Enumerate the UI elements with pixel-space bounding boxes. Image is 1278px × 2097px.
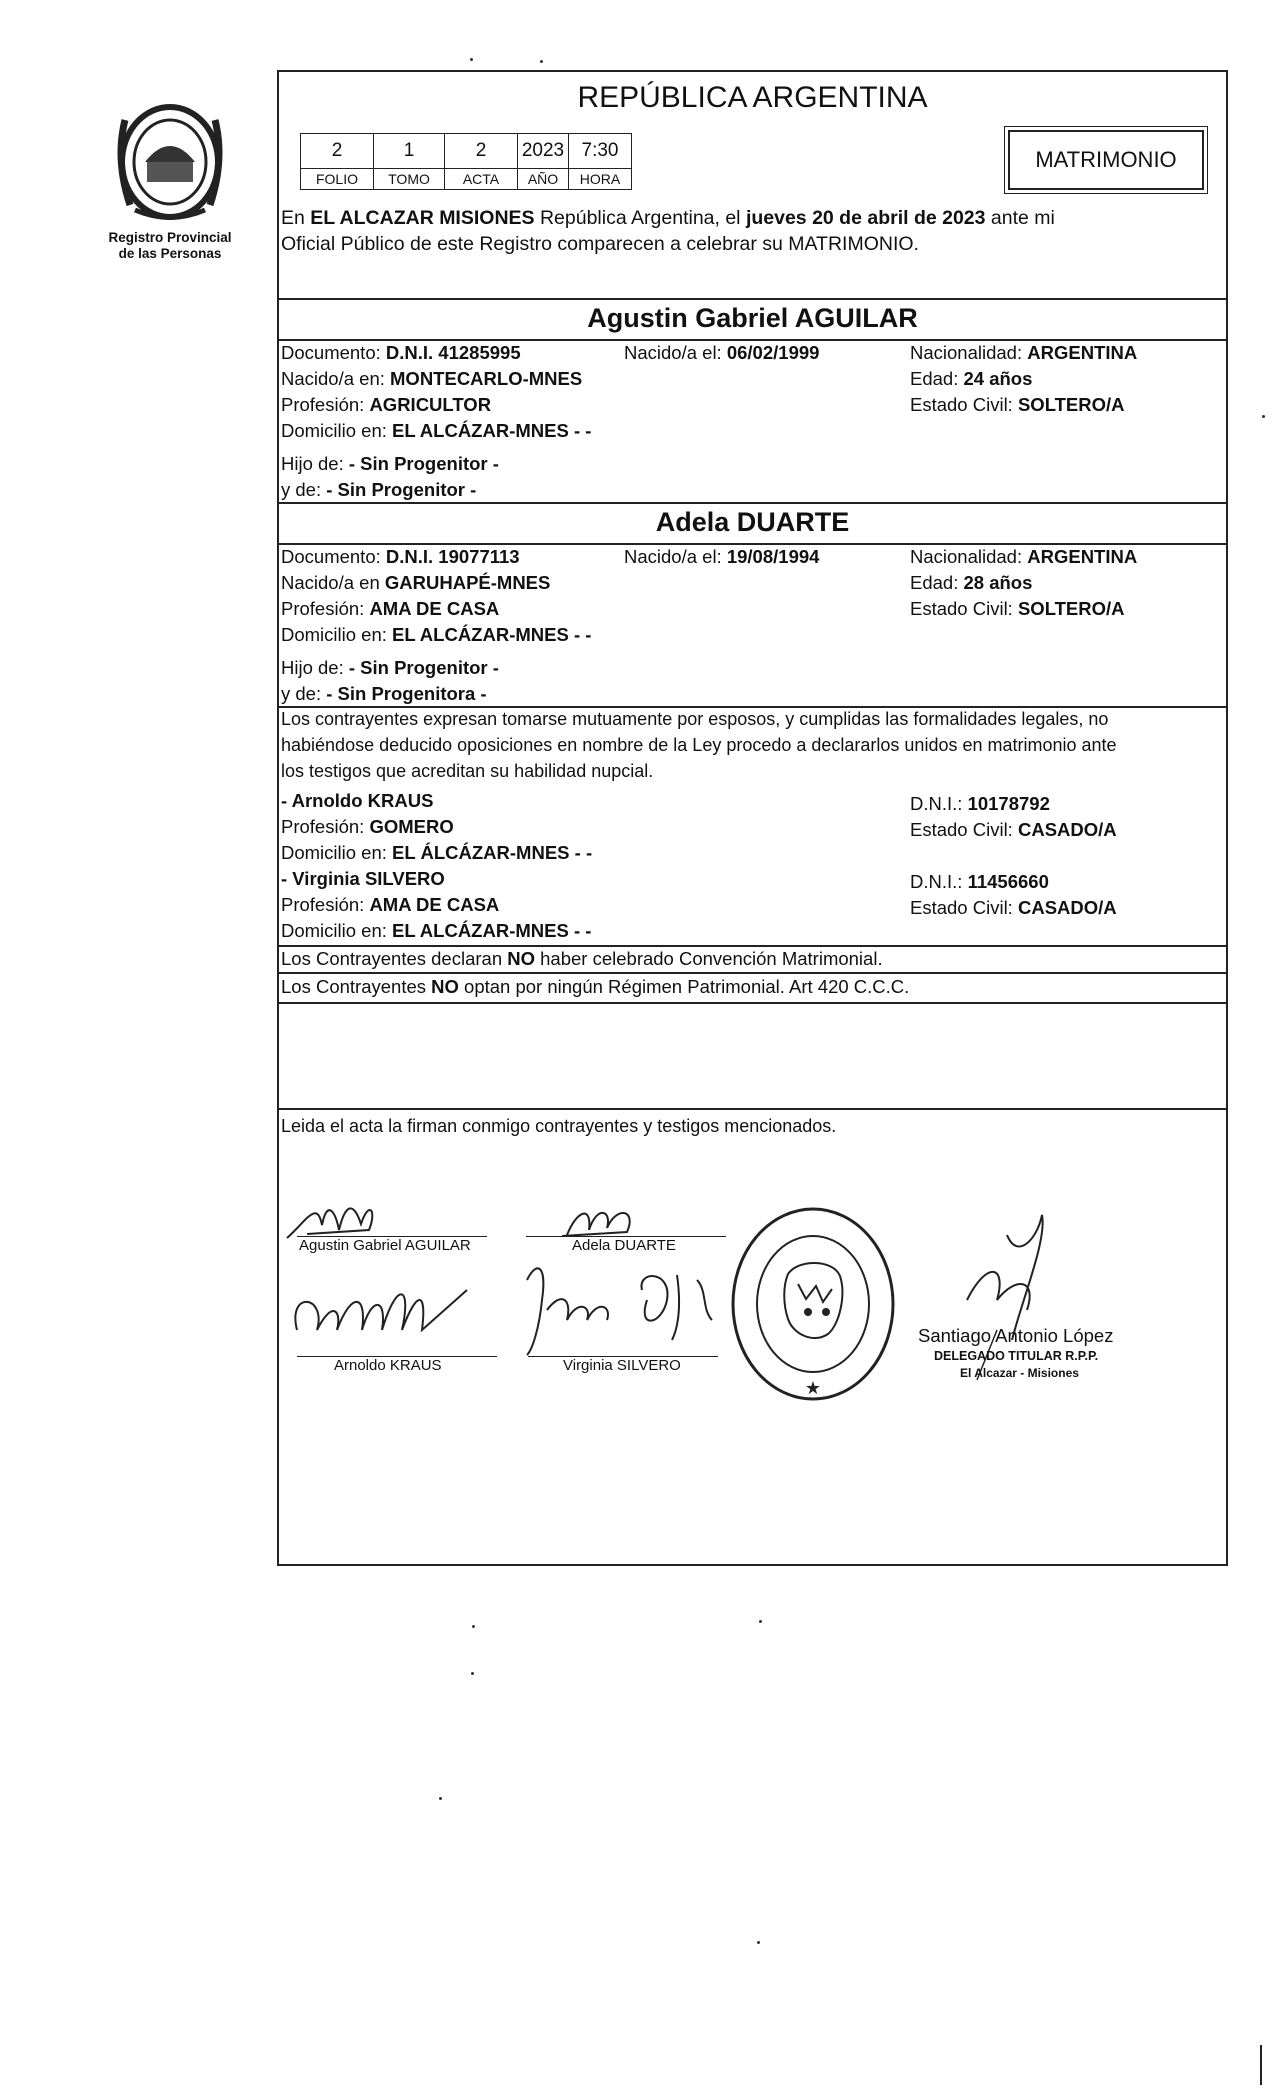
witness-1-civil-status: Estado Civil: CASADO/A: [910, 819, 1117, 840]
groom-birthplace: Nacido/a en: MONTECARLO-MNES: [281, 368, 583, 389]
folio-value: 2: [301, 134, 374, 169]
witness-1-profession: Profesión: GOMERO: [281, 816, 454, 837]
intro-line-2: Oficial Público de este Registro comparecen a celebrar su MATRIMONIO.: [281, 233, 919, 255]
acta-value: 2: [445, 134, 518, 169]
logo-caption-line1: Registro Provincial: [108, 230, 232, 245]
convention-line-2: Los Contrayentes NO optan por ningún Régimen Patrimonial. Art 420 C.C.C.: [281, 976, 910, 997]
groom-signature-label: Agustin Gabriel AGUILAR: [299, 1237, 471, 1254]
witness-2-name: - Virginia SILVERO: [281, 868, 445, 889]
hour-label: HORA: [569, 169, 632, 190]
tomo-label: TOMO: [374, 169, 445, 190]
declaration-line-2: habiéndose deducido oposiciones en nombre de la Ley procedo a declararlos unidos en matrimonio ante: [281, 735, 1117, 755]
officer-place: El Alcazar - Misiones: [960, 1366, 1079, 1380]
bride-parent-2: y de: - Sin Progenitora -: [281, 683, 487, 704]
bride-document: Documento: D.N.I. 19077113: [281, 546, 520, 567]
year-value: 2023: [518, 134, 569, 169]
declaration-line-1: Los contrayentes expresan tomarse mutuamente por esposos, y cumplidas las formalidades legales, no: [281, 709, 1109, 729]
groom-profession: Profesión: AGRICULTOR: [281, 394, 492, 415]
bride-parent-1: Hijo de: - Sin Progenitor -: [281, 657, 499, 678]
groom-domicile: Domicilio en: EL ALCÁZAR-MNES - -: [281, 420, 592, 441]
svg-text:★: ★: [804, 1378, 822, 1398]
year-label: AÑO: [518, 169, 569, 190]
convention-line-1: Los Contrayentes declaran NO haber celebrado Convención Matrimonial.: [281, 948, 883, 969]
witness-1-name: - Arnoldo KRAUS: [281, 790, 434, 811]
bride-domicile: Domicilio en: EL ALCÁZAR-MNES - -: [281, 624, 592, 645]
witness-2-civil-status: Estado Civil: CASADO/A: [910, 897, 1117, 918]
province-seal-logo: [105, 100, 235, 225]
registry-data-table: [300, 133, 632, 190]
declaration-line-3: los testigos que acreditan su habilidad nupcial.: [281, 761, 654, 781]
groom-age: Edad: 24 años: [910, 368, 1033, 389]
witness-2-domicile: Domicilio en: EL ALCÁZAR-MNES - -: [281, 920, 592, 941]
groom-parent-1: Hijo de: - Sin Progenitor -: [281, 453, 499, 474]
bride-age: Edad: 28 años: [910, 572, 1033, 593]
acta-label: ACTA: [445, 169, 518, 190]
intro-line-1: En EL ALCAZAR MISIONES República Argentina, el jueves 20 de abril de 2023 ante mi: [281, 207, 1055, 229]
tomo-value: 1: [374, 134, 445, 169]
witness-1-signature-label: Arnoldo KRAUS: [334, 1357, 442, 1374]
bride-name: Adela DUARTE: [655, 507, 850, 537]
groom-birth-date: Nacido/a el: 06/02/1999: [624, 342, 820, 363]
hour-value: 7:30: [569, 134, 632, 169]
witness-2-profession: Profesión: AMA DE CASA: [281, 894, 500, 915]
witness-1-domicile: Domicilio en: EL ÁLCÁZAR-MNES - -: [281, 842, 593, 863]
officer-title: DELEGADO TITULAR R.P.P.: [934, 1349, 1099, 1363]
groom-civil-status: Estado Civil: SOLTERO/A: [910, 394, 1125, 415]
bride-civil-status: Estado Civil: SOLTERO/A: [910, 598, 1125, 619]
groom-document: Documento: D.N.I. 41285995: [281, 342, 521, 363]
closing-statement: Leida el acta la firman conmigo contrayentes y testigos mencionados.: [281, 1116, 837, 1136]
bride-nationality: Nacionalidad: ARGENTINA: [910, 546, 1138, 567]
bride-birthplace: Nacido/a en GARUHAPÉ-MNES: [281, 572, 551, 593]
folio-label: FOLIO: [301, 169, 374, 190]
bride-birth-date: Nacido/a el: 19/08/1994: [624, 546, 820, 567]
groom-name: Agustin Gabriel AGUILAR: [587, 303, 918, 333]
groom-parent-2: y de: - Sin Progenitor -: [281, 479, 477, 500]
document-title: REPÚBLICA ARGENTINA: [577, 81, 928, 114]
witness-2-signature-label: Virginia SILVERO: [563, 1357, 681, 1374]
act-type-box: MATRIMONIO: [1008, 130, 1204, 190]
bride-profession: Profesión: AMA DE CASA: [281, 598, 500, 619]
official-stamp: [728, 1204, 898, 1404]
groom-nationality: Nacionalidad: ARGENTINA: [910, 342, 1138, 363]
officer-name: Santiago Antonio López: [918, 1325, 1114, 1346]
bride-signature-label: Adela DUARTE: [572, 1237, 676, 1254]
logo-caption-line2: de las Personas: [118, 246, 222, 261]
witness-2-dni: D.N.I.: 11456660: [910, 871, 1049, 892]
witness-1-dni: D.N.I.: 10178792: [910, 793, 1050, 814]
